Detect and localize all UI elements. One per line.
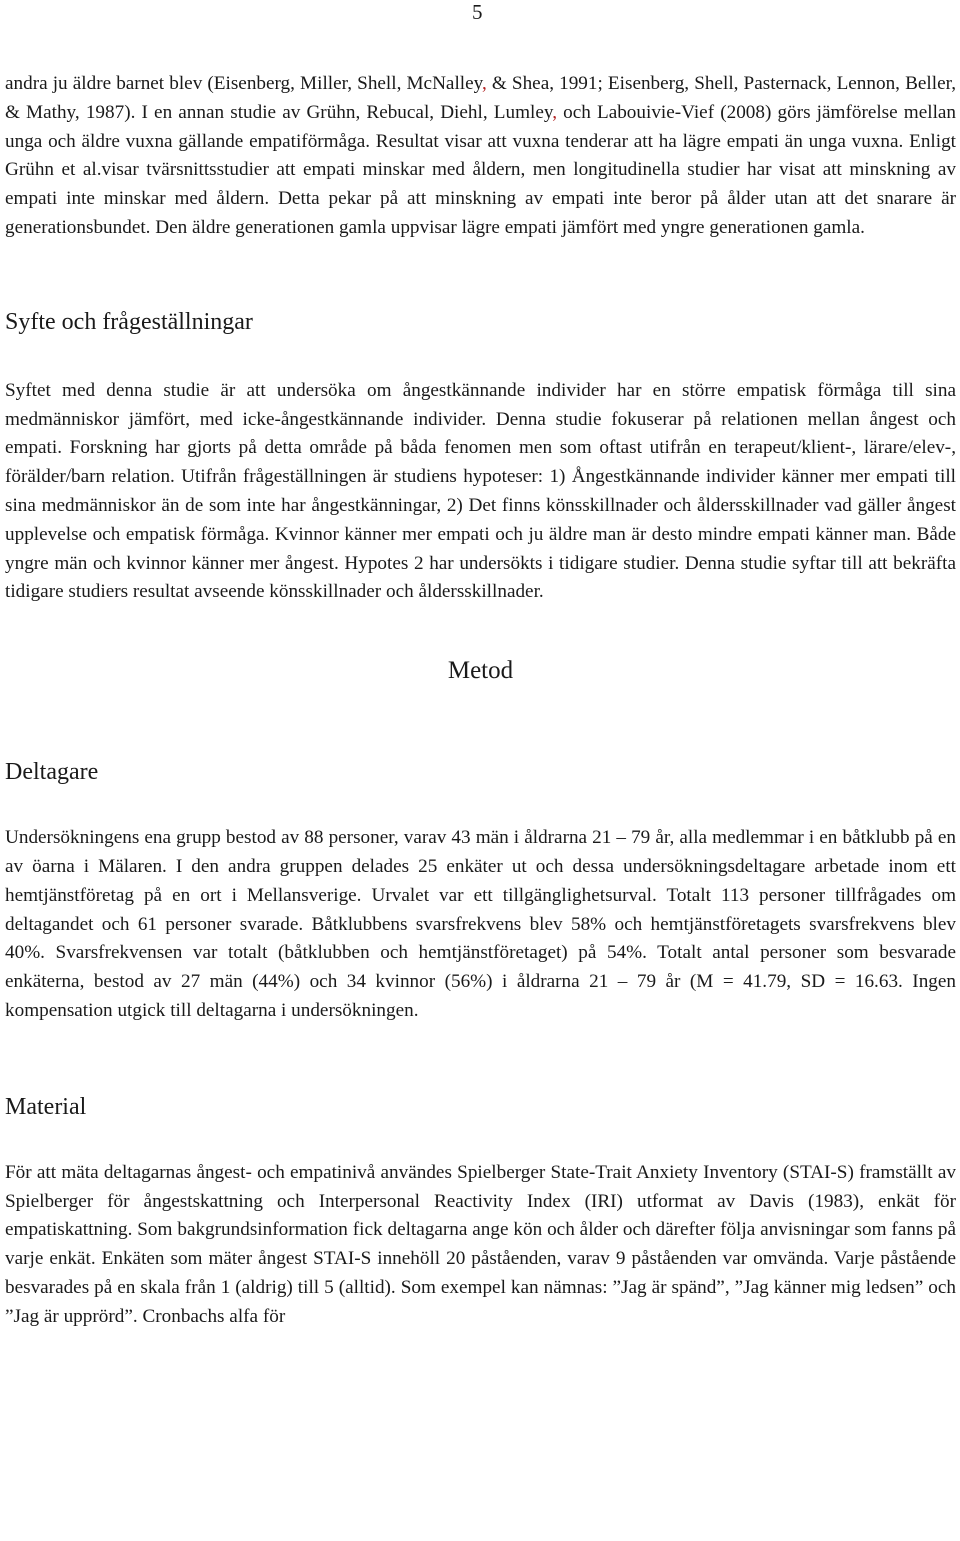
intro-text-part3: och Labouivie-Vief (2008) görs jämförelse mellan unga och äldre vuxna gällande empatiförmåga. Resultat visar att vuxna tenderar att ha lägre empati än unga vuxna. Enligt Grühn et al.visar tvärsnittsstudier att empati minskar med åldern, men longitudinella studier har visat att minskning av empati inte minskar med åldern. Detta pekar på att minskning av empati inte beror på ålder utan att det snarare är generationsbundet. Den äldre generationen gamla uppvisar lägre empati jämfört med yngre generationen gamla. <box>5 101 957 238</box>
intro-paragraph <box>5 70 956 243</box>
intro-red-comma-1: , <box>481 73 487 94</box>
material-paragraph: För att mäta deltagarnas ångest- och empatinivå användes Spielberger State-Trait Anxiety Inventory (STAI-S) framställt av Spielberger för ångestskattning och Interpersonal Reactivity Index (IRI) utformat av Davis (1983), enkät för empatiskattning. Som bakgrundsinformation fick deltagarna ange kön och ålder och därefter följa anvisningar som fanns på varje enkät. Enkäten som mäter ångest STAI-S innehöll 20 påståenden, varav 9 påståenden var omvända. Varje påstående besvarades på en skala från 1 (aldrig) till 5 (alltid). Som exempel kan nämnas: ”Jag är spänd”, ”Jag känner mig ledsen” och ”Jag är upprörd”. Cronbachs alfa för <box>5 1161 956 1327</box>
intro-red-comma-2: , <box>552 101 557 123</box>
heading-deltagare: Deltagare <box>5 759 99 786</box>
page-number: 5 <box>472 0 483 24</box>
deltagare-paragraph: Undersökningens ena grupp bestod av 88 personer, varav 43 män i åldrarna 21 – 79 år, alla medlemmar i en båtklubb på en av öarna i Mälaren. I den andra gruppen delades 25 enkäter ut och dessa undersökningsdeltagare arbetade inom ett hemtjänstföretag på en ort i Mellansverige. Urvalet var ett tillgänglighetsurval. Totalt 113 personer tillfrågades om deltagandet och 61 personer svarade. Båtklubbens svarsfrekvens blev 58% och hemtjänstföretagets svarsfrekvens blev 40%. Svarsfrekvensen var totalt (båtklubben och hemtjänstföretaget) på 54%. Totalt antal personer som besvarade enkäterna, bestod av 27 män (44%) och 34 kvinnor (56%) i åldrarna 21 – 79 år (M = 41.79, SD = 16.63. Ingen kompensation utgick till deltagarna i undersökningen. <box>5 827 956 1021</box>
page-content <box>5 70 956 1332</box>
syfte-paragraph: Syftet med denna studie är att undersöka om ångestkännande individer har en större empatisk förmåga till sina medmänniskor jämfört, med icke-ångestkännande individer. Denna studie fokuserar på relationen mellan ångest och empati. Forskning har gjorts på detta område på båda fenomen men som oftast utifrån en terapeut/klient-, lärare/elev-, förälder/barn relation. Utifrån frågeställningen är studiens hypoteser: 1) Ångestkännande individer känner mer empati till sina medmänniskor än de som inte har ångestkänningar, 2) Det finns könsskillnader och åldersskillnader vad gäller ångest upplevelse och empatisk förmåga. Kvinnor känner mer empati och ju äldre man är desto mindre empati känner man. Både yngre män och kvinnor känner mer ångest. Hypotes 2 har undersökts i tidigare studier. Denna studie syftar till att bekräfta tidigare studiers resultat avseende könsskillnader och åldersskillnader. <box>5 379 956 603</box>
heading-syfte: Syfte och frågeställningar <box>5 308 253 335</box>
intro-text-part1: andra ju äldre barnet blev (Eisenberg, Miller, Shell, McNalley <box>5 73 482 94</box>
heading-material: Material <box>5 1093 87 1120</box>
heading-metod: Metod <box>447 657 514 685</box>
intro-text-part2: & Shea, 1991; Eisenberg, Shell, Pasternack, Lennon, Beller, & Mathy, 1987). I en annan studie av Grühn, Rebucal, Diehl, Lumley <box>5 73 956 123</box>
